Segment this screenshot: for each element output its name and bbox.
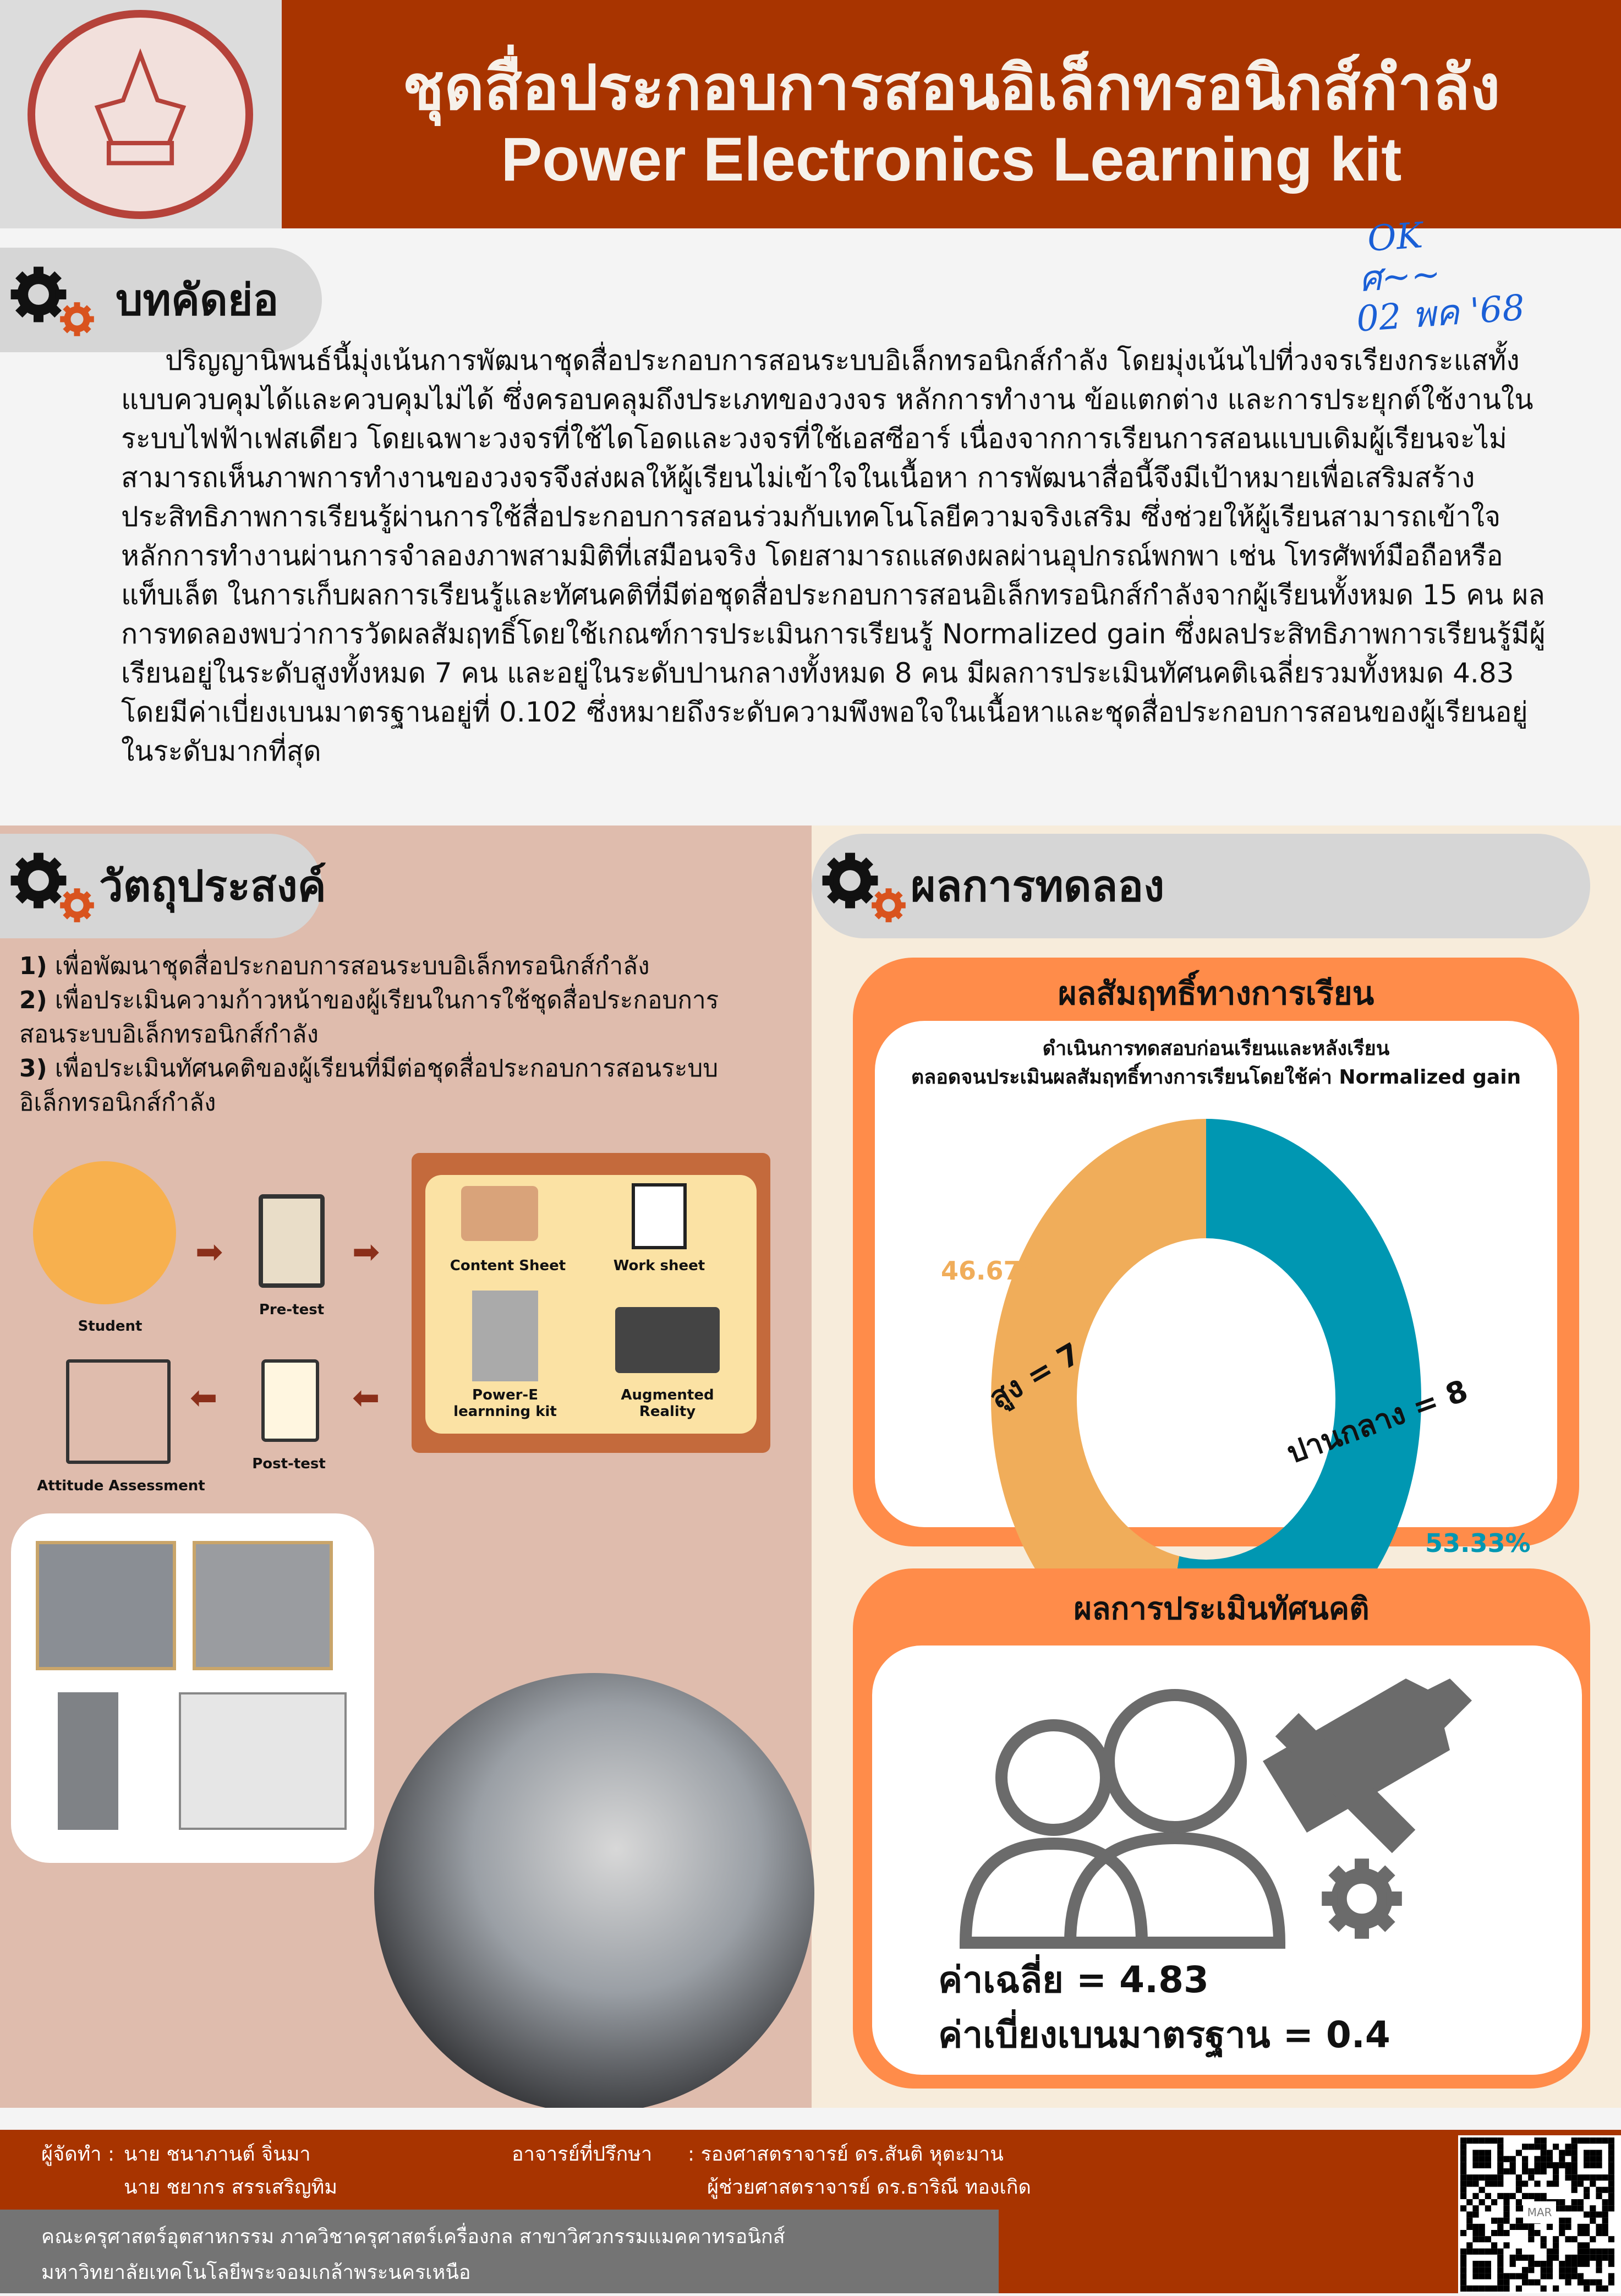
chart-panel (875, 1021, 1557, 1558)
objective-text: เพื่อประเมินทัศนคติของผู้เรียนที่มีต่อชุดสื่อประกอบการสอนระบบอิเล็กทรอนิกส์กำลัง (19, 1054, 719, 1117)
university-seal-logo (28, 10, 253, 219)
kit-photo-small (58, 1692, 118, 1830)
qr-center-logo: MAR (1523, 2201, 1556, 2223)
faculty-text: คณะครุศาสตร์อุตสาหกรรม ภาควิชาครุศาสตร์เครื่องกล สาขาวิศวกรรมแมคคาทรอนิกส์ (41, 2226, 785, 2248)
faculty-box (0, 2210, 999, 2293)
footer-divider (0, 2108, 1621, 2130)
slice-percent: 53.33% (1425, 1528, 1531, 1558)
arrow-right-icon: ➡ (195, 1233, 223, 1271)
attitude-title: ผลการประเมินทัศนคติ (1074, 1591, 1370, 1627)
objective-number: 1) (19, 952, 47, 980)
kit-photos-panel (11, 1513, 374, 1863)
gear-icon (0, 839, 105, 933)
objective-item (19, 1052, 762, 1120)
objective-number: 3) (19, 1054, 47, 1083)
gear-icon (812, 839, 916, 933)
handwritten-annotation (1355, 209, 1526, 339)
arrow-left-icon: ⬅ (190, 1379, 218, 1417)
work-sheet-label: Work sheet (613, 1258, 705, 1274)
worksheet-icon (632, 1183, 687, 1249)
title-english: Power Electronics Learning kit (501, 125, 1402, 194)
student-illustration (33, 1161, 176, 1304)
posttest-label: Post-test (252, 1456, 326, 1472)
posttest-clipboard-icon (261, 1359, 319, 1442)
objective-text: เพื่อพัฒนาชุดสื่อประกอบการสอนระบบอิเล็กทรอนิกส์กำลัง (54, 952, 650, 980)
university-text: มหาวิทยาลัยเทคโนโลยีพระจอมเกล้าพระนครเหนือ (41, 2261, 471, 2284)
slice-percent: 46.67% (941, 1256, 1047, 1286)
kit-photo (472, 1291, 538, 1381)
objective-item (19, 983, 762, 1052)
objective-item (19, 949, 762, 983)
kit-photo-controlled (36, 1541, 176, 1670)
logo-area (0, 0, 282, 228)
ar-photo (615, 1307, 720, 1373)
mean-value: ค่าเฉลี่ย = 4.83 (938, 1959, 1209, 2001)
author-1: นาย ชนาภานต์ จิ่นมา (124, 2143, 311, 2166)
slice-label: ปานกลาง = 8 (1282, 1373, 1472, 1470)
objectives-list (19, 949, 762, 1120)
attitude-panel (872, 1646, 1582, 2075)
results-heading: ผลการทดลอง (911, 862, 1165, 911)
qr-code[interactable] (1458, 2135, 1621, 2293)
students-using-kit-photo (374, 1673, 814, 2113)
attitude-survey-icon (66, 1359, 171, 1464)
attitude-card (853, 1568, 1590, 2089)
content-sheet-label: Content Sheet (450, 1258, 566, 1274)
authors-label: ผู้จัดทำ : (41, 2143, 115, 2166)
kit-photo-uncontrolled (193, 1541, 333, 1670)
advisor-1: : รองศาสตราจารย์ ดร.สันติ หุตะมาน (688, 2143, 1004, 2166)
abstract-text: ปริญญานิพนธ์นี้มุ่งเน้นการพัฒนาชุดสื่อประกอบการสอนระบบอิเล็กทรอนิกส์กำลัง โดยมุ่งเน้นไปที่วงจรเรียงกระแสทั้งแบบควบคุมได้และควบคุมไม่ได้ ซึ่งครอบคลุมถึงประเภทของวงจร หลักการทำงาน ข้อแตกต่าง และการประยุกต์ใช้งานในระบบไฟฟ้าเฟสเดียว โดยเฉพาะวงจรที่ใช้ไดโอดและวงจรที่ใช้เอสซีอาร์ เนื่องจากการเรียนการสอนแบบเดิมผู้เรียนจะไม่สามารถเห็นภาพการทำงานของวงจรจึงส่งผลให้ผู้เรียนไม่เข้าใจในเนื้อหา การพัฒนาสื่อนี้จึงมีเป้าหมายเพื่อเสริมสร้างประสิทธิภาพการเรียนรู้ผ่านการใช้สื่อประกอบการสอนร่วมกับเทคโนโลยีความจริงเสริม ซึ่งช่วยให้ผู้เรียนสามารถเข้าใจหลักการทำงานผ่านการจำลองภาพสามมิติที่เสมือนจริง โดยสามารถแสดงผลผ่านอุปกรณ์พกพา เช่น โทรศัพท์มือถือหรือแท็บเล็ต ในการเก็บผลการเรียนรู้และทัศนคติที่มีต่อชุดสื่อประกอบการสอนอิเล็กทรอนิกส์กำลังจากผู้เรียนทั้งหมด 15 คน ผลการทดลองพบว่าการวัดผลสัมฤทธิ์โดยใช้เกณฑ์การประเมินการเรียนรู้ Normalized gain ซึ่งผลประสิทธิภาพการเรียนรู้มีผู้เรียนอยู่ในระดับสูงทั้งหมด 7 คน และอยู่ในระดับปานกลางทั้งหมด 8 คน มีผลการประเมินทัศนคติเฉลี่ยรวมทั้งหมด 4.83 โดยมีค่าเบี่ยงเบนมาตรฐานอยู่ที่ 0.102 ซึ่งหมายถึงระดับความพึงพอใจในเนื้อหาและชุดสื่อประกอบการสอนของผู้เรียนอยู่ในระดับมากที่สุด (121, 345, 1546, 767)
abstract-heading-pill (0, 248, 322, 352)
book-icon (461, 1186, 538, 1241)
gear-icon (0, 253, 105, 347)
results-heading-pill (812, 834, 1590, 938)
abstract-heading: บทคัดย่อ (116, 276, 279, 325)
chart-title-line2: ตลอดจนประเมินผลสัมฤทธิ์ทางการเรียนโดยใช้ค่า Normalized gain (911, 1066, 1521, 1089)
chart-title-line1: ดำเนินการทดสอบก่อนเรียนและหลังเรียน (1042, 1037, 1390, 1060)
people-tools-icon (955, 1668, 1505, 1954)
annotation-signature: ศ~~ (1357, 254, 1442, 300)
kit-label: Power-E learnning kit (453, 1387, 557, 1420)
annotation-ok: OK (1366, 215, 1424, 260)
sd-value: ค่าเบี่ยงเบนมาตรฐาน = 0.4 (938, 2014, 1390, 2056)
objectives-heading: วัตถุประสงค์ (99, 862, 326, 911)
achievement-card (853, 958, 1579, 1558)
author-2: นาย ชยากร สรรเสริญทิม (124, 2176, 338, 2199)
slice-label: สูง = 7 (983, 1336, 1087, 1415)
pretest-clipboard-icon (259, 1194, 325, 1288)
advisor-2: ผู้ช่วยศาสตราจารย์ ดร.ธาริณี ทองเกิด (707, 2176, 1031, 2199)
objective-number: 2) (19, 986, 47, 1014)
arrow-left-icon: ⬅ (352, 1379, 380, 1417)
kit-photo-resistor (179, 1692, 347, 1830)
annotation-date: 02 พค '68 (1355, 287, 1526, 340)
donut-chart (875, 1021, 1557, 1558)
ar-label: Augmented Reality (621, 1387, 714, 1420)
title-thai: ชุดสื่อประกอบการสอนอิเล็กทรอนิกส์กำลัง (402, 52, 1500, 124)
learning-materials-box (412, 1153, 770, 1453)
objective-text: เพื่อประเมินความก้าวหน้าของผู้เรียนในการใช้ชุดสื่อประกอบการสอนระบบอิเล็กทรอนิกส์กำลัง (19, 986, 719, 1048)
advisors-label: อาจารย์ที่ปรึกษา (512, 2143, 653, 2166)
student-label: Student (78, 1318, 143, 1335)
arrow-right-icon: ➡ (352, 1233, 380, 1271)
attitude-label: Attitude Assessment (37, 1478, 205, 1494)
pretest-label: Pre-test (259, 1302, 325, 1318)
objectives-heading-pill (0, 834, 326, 938)
achievement-title: ผลสัมฤทธิ์ทางการเรียน (1058, 975, 1374, 1012)
